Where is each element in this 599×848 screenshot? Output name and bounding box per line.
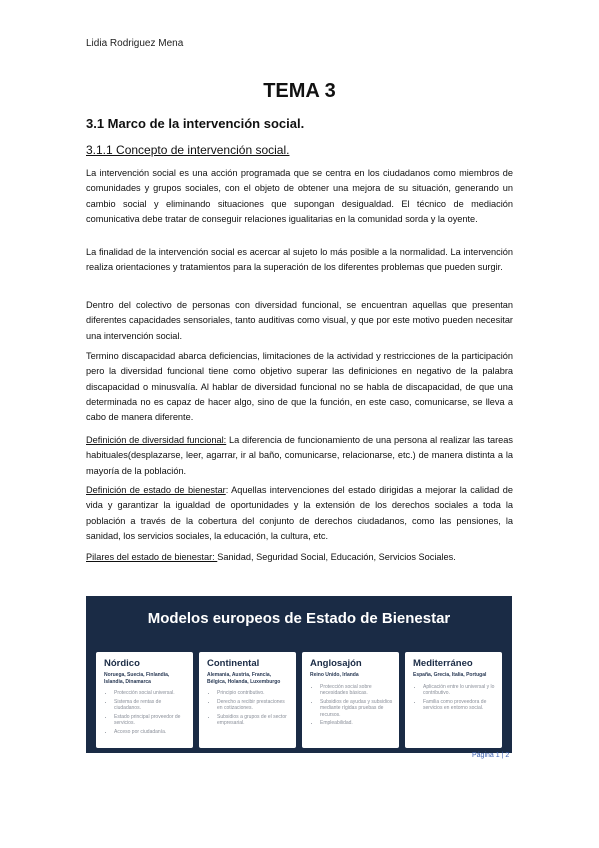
model-cards [96,652,502,748]
model-countries: Reino Unido, Irlanda [310,672,359,678]
definition-diversity-label: Definición de diversidad funcional: [86,435,227,445]
figure-title: Modelos europeos de Estado de Bienestar [147,610,451,627]
paragraph-3: Dentro del colectivo de personas con diversidad funcional, se encuentran aquellas que presentan diferentes capacidades sensoriales, tanto auditivas como visual, y que por este motivo pueden necesitar una intervención social. [86,300,513,341]
list-item: • Protección social universal. [114,690,187,697]
model-name: Continental [207,658,260,669]
model-card-continental [199,652,296,748]
page-number: Página 1 | 2 [472,752,510,759]
list-item: • Sistema de rentas de ciudadanos. [114,699,187,712]
list-item: • Familia como proveedora de servicios en entorno social. [423,699,496,712]
model-card-anglosaxon [302,652,399,748]
section-heading: 3.1 Marco de la intervención social. [86,116,305,131]
model-name: Nórdico [104,658,140,669]
model-countries: Alemania, Austria, Francia, Bélgica, Holanda, Luxemburgo [207,672,281,685]
model-card-mediterranean [405,652,502,748]
author-name: Lidia Rodriguez Mena [86,38,184,49]
paragraph-4: Termino discapacidad abarca deficiencias, limitaciones de la actividad y restricciones de la participación pero la diversidad funcional tiene como objetivo superar las definiciones en negativo de la palabra discapacidad o minusvalía. Al hablar de diversidad funcional no se habla de discapacidad, de que una determinada no es capaz de hacer algo, sino de que la función, en este caso, comunicarse, se lleva a cabo de manera diferente. [86,351,513,423]
definition-welfare-text: : Aquellas intervenciones del estado dirigidas a mejorar la calidad de vida y garantizar la igualdad de oportunidades y la extensión de los derechos sociales a toda la población a través de la cobertura del conjunto de derechos ciudadanos, como las pensiones, la sanidad, los servicios sociales, la educación, la cultura, etc. [86,485,513,541]
welfare-pillars [86,550,513,565]
model-countries: España, Grecia, Italia, Portugal [413,672,487,678]
list-item: • Subsidios a grupos de el sector empresarial. [217,714,290,727]
list-item: • Empleabilidad. [320,720,393,727]
welfare-pillars-text: Sanidad, Seguridad Social, Educación, Servicios Sociales. [217,552,456,562]
list-item: • Estado principal proveedor de servicios. [114,714,187,727]
definition-diversity-text: La diferencia de funcionamiento de una persona al realizar las tareas habituales(desplazarse, leer, agarrar, ir al baño, comunicarse, relacionarse, etc.) de manera distinta a la mayoría de la población. [86,435,513,476]
list-item: • Derecho a recibir prestaciones en cotizaciones. [217,699,290,712]
paragraph-2: La finalidad de la intervención social es acercar al sujeto lo más posible a la normalidad. La intervención realiza orientaciones y tratamientos para la superación de los diferentes problemas que pueden surgir. [86,247,513,273]
definition-welfare-label: Definición de estado de bienestar [86,485,226,495]
model-points [310,684,393,727]
definition-welfare [86,483,513,544]
subsection-heading: 3.1.1 Concepto de intervención social. [86,143,290,157]
model-countries: Noruega, Suecia, Finlandia, Islandia, Dinamarca [104,672,170,685]
definition-diversity [86,433,513,479]
list-item: • Acceso por ciudadanía. [114,729,187,736]
list-item: • Subsidios de ayudas y subsidios mediante rígidas pruebas de recursos. [320,699,393,719]
welfare-pillars-label: Pilares del estado de bienestar: [86,552,218,562]
paragraph-1: La intervención social es una acción programada que se centra en los ciudadanos como miembros de comunidades y grupos sociales, con el objeto de obtener una mejora de su situación, generando un cambio social y eliminando situaciones que supongan desigualdad. El técnico de mediación comunicativa debe tratar de conseguir relaciones igualitarias en la comunidad sorda y la oyente. [86,168,513,224]
document-title: TEMA 3 [263,80,336,102]
list-item: • Principio contributivo. [217,690,290,697]
model-name: Mediterráneo [413,658,473,669]
model-name: Anglosajón [310,658,362,669]
welfare-models-figure [86,596,512,753]
model-card-nordic [96,652,193,748]
list-item: • Aplicación entre lo universal y lo contributivo. [423,684,496,697]
model-points [413,684,496,712]
model-points [104,690,187,735]
list-item: • Protección social sobre necesidades básicas. [320,684,393,697]
model-points [207,690,290,727]
